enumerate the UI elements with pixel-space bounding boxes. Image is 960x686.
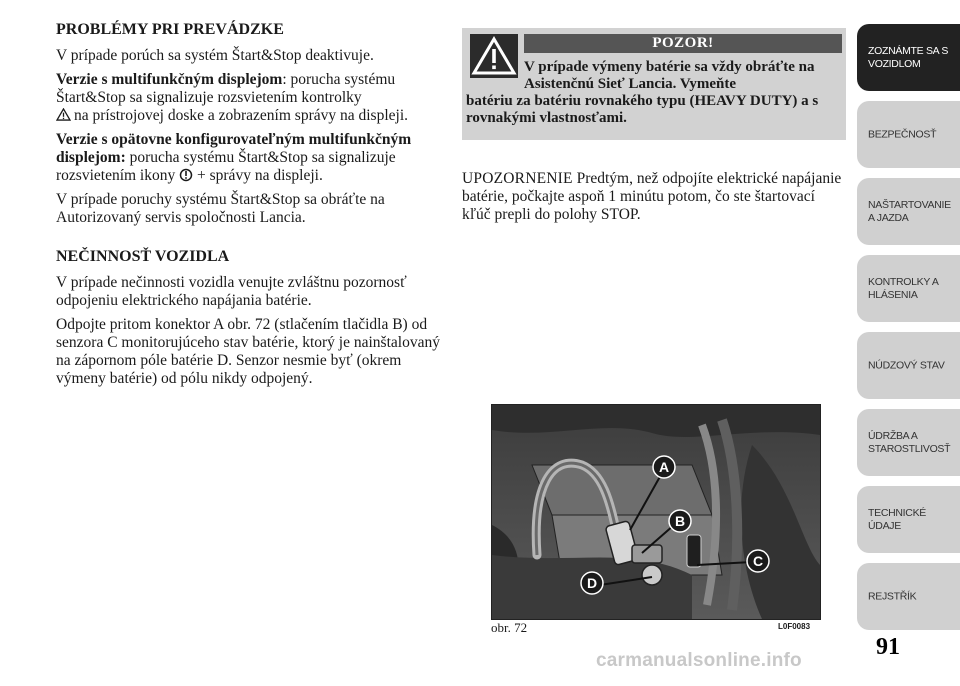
paragraph: Odpojte pritom konektor A obr. 72 (stlačením tlačidla B) od senzora C monitorujúceho stav batérie, ktorý je nainštalovaný na zápornom póle batérie D. Senzor nesmie byť (okrem výmeny batérie) od pólu nikdy odpojený.	[56, 316, 440, 387]
callout-a	[653, 456, 675, 478]
warning-box	[462, 28, 846, 140]
tab-bezpecnost[interactable]: BEZPEČNOSŤ	[857, 101, 960, 168]
page-number: 91	[876, 634, 900, 660]
figure-code: L0F0083	[778, 622, 811, 631]
paragraph-bold-lead: Verzie s opätovne konfigurovateľným multifunkčným displejom:	[56, 131, 412, 166]
note-label: UPOZORNENIE	[462, 170, 573, 187]
paragraph: V prípade poruchy systému Štart&Stop sa obráťte na Autorizovaný servis spoločnosti Lancia.	[56, 191, 385, 226]
tab-udrzba-a-starostlivost[interactable]: ÚDRŽBA A STAROSTLIVOSŤ	[857, 409, 960, 476]
svg-text:C: C	[752, 553, 764, 569]
paragraph: Verzie s opätovne konfigurovateľným multifunkčným displejom: porucha systému Štart&Stop sa signalizuje rozsvietením ikony + správy na displeji.	[56, 131, 412, 184]
callout-b	[669, 510, 691, 532]
tab-nastartovanie-a-jazda[interactable]: NAŠTARTOVANIE A JAZDA	[857, 178, 960, 245]
callout-c	[747, 550, 769, 572]
warning-text: batériu za batériu rovnakého typu (HEAVY DUTY) a s rovnakými vlastnosťami.	[466, 93, 819, 126]
svg-text:D: D	[586, 575, 598, 591]
left-column	[56, 20, 440, 394]
paragraph: V prípade porúch sa systém Štart&Stop deaktivuje.	[56, 47, 374, 64]
tab-technicke-udaje[interactable]: TECHNICKÉ ÚDAJE	[857, 486, 960, 553]
svg-text:B: B	[674, 513, 686, 529]
svg-text:A: A	[658, 459, 670, 475]
figure-battery-connector	[491, 404, 821, 620]
paragraph: Verzie s multifunkčným displejom: porucha systému Štart&Stop sa signalizuje rozsvietením kontrolky na prístrojovej doske a zobrazením správy na displeji.	[56, 71, 409, 124]
paragraph-bold-lead: Verzie s multifunkčným displejom	[56, 71, 283, 88]
tab-nudzovy-stav[interactable]: NÚDZOVÝ STAV	[857, 332, 960, 399]
warning-triangle-icon	[56, 108, 71, 121]
note-paragraph: UPOZORNENIE Predtým, než odpojíte elektrické napájanie batérie, počkajte aspoň 1 minútu potom, čo ste štartovací kľúč prepli do polohy STOP.	[462, 170, 842, 223]
warning-triangle-icon	[470, 34, 518, 78]
battery-photo-illustration	[492, 405, 820, 619]
tab-zoznamte-sa-s-vozidlom[interactable]: ZOZNÁMTE SA S VOZIDLOM	[857, 24, 960, 91]
paragraph: V prípade nečinnosti vozidla venujte zvláštnu pozornosť odpojeniu elektrického napájania batérie.	[56, 274, 407, 309]
callout-d	[581, 572, 603, 594]
section-heading-inactivity: NEČINNOSŤ VOZIDLA	[56, 248, 230, 265]
section-heading-problems: PROBLÉMY PRI PREVÁDZKE	[56, 21, 284, 38]
watermark: carmanualsonline.info	[596, 650, 802, 671]
start-stop-failure-icon	[179, 168, 193, 182]
warning-text: V prípade výmeny batérie sa vždy obráťte na Asistenčnú Sieť Lancia. Vymeňte	[524, 59, 815, 92]
warning-title: POZOR!	[524, 34, 842, 53]
figure-caption: obr. 72	[491, 620, 528, 635]
tab-kontrolky-a-hlasenia[interactable]: KONTROLKY A HLÁSENIA	[857, 255, 960, 322]
tab-rejstrik[interactable]: REJSTŘÍK	[857, 563, 960, 630]
